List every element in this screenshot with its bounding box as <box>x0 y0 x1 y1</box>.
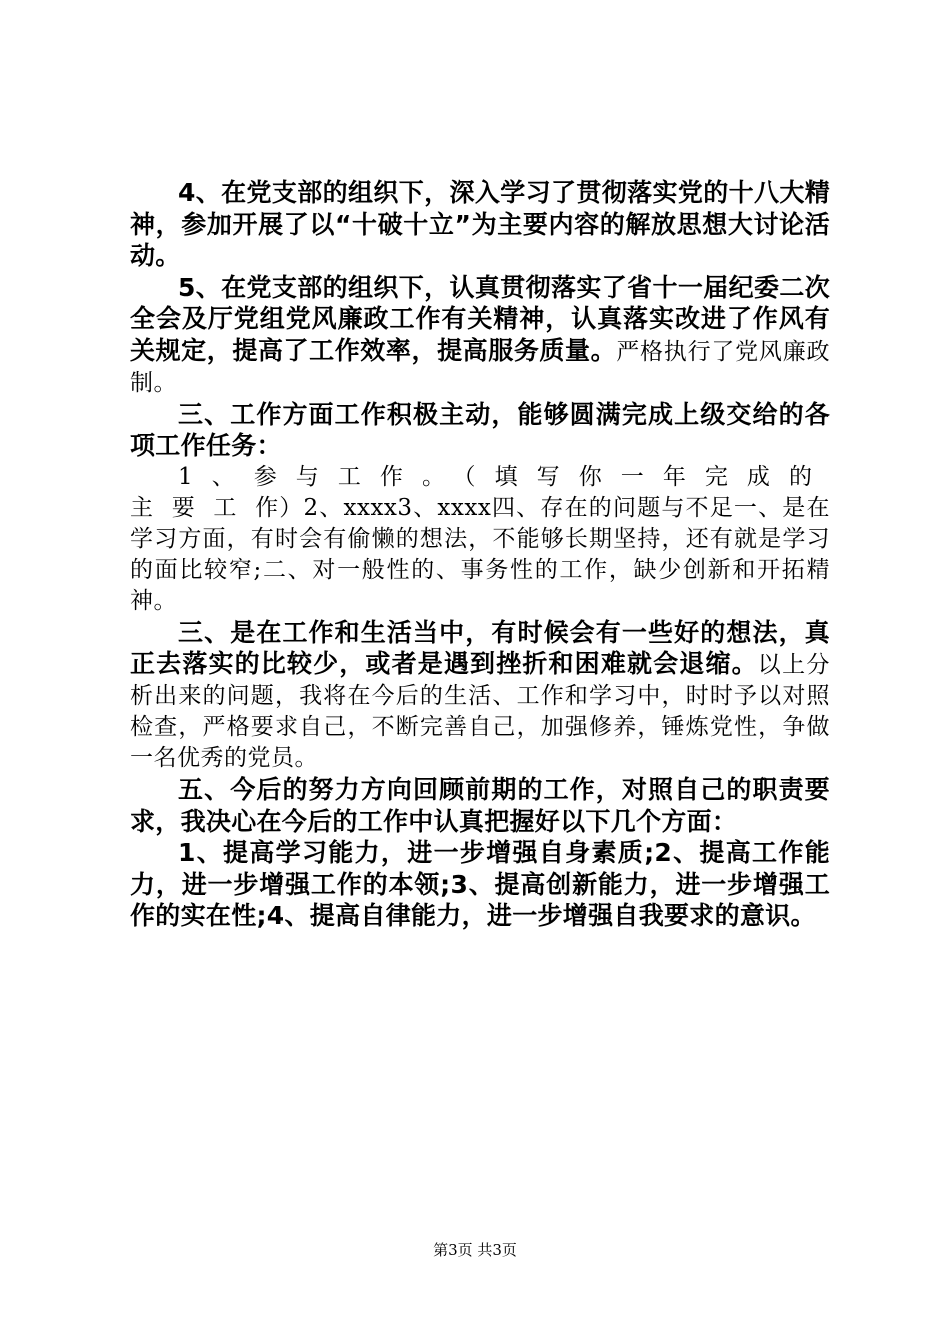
paragraph-text: 4、在党支部的组织下，深入学习了贯彻落实党的十八大精神，参加开展了以“十破十立”为主要内容的解放思想大讨论活动。 <box>130 178 830 270</box>
section-three-work-item <box>130 462 830 617</box>
paragraph-item-4 <box>130 177 830 272</box>
document-body <box>130 177 830 932</box>
paragraph-text: 1、提高学习能力，进一步增强自身素质;2、提高工作能力，进一步增强工作的本领;3、提高创新能力，进一步增强工作的实在性;4、提高自律能力，进一步增强自我要求的意识。 <box>130 838 830 930</box>
problems-paragraph <box>130 617 830 775</box>
section-five-items <box>130 837 830 932</box>
paragraph-text-continuation: 以上分析出来的问题，我将在今后的生活、工作和学习中，时时予以对照检查，严格要求自己，不断完善自己，加强修养，锤炼党性，争做一名优秀的党员。 <box>130 652 831 771</box>
paragraph-text-spaced: 1、参与工作。（填写你一年完成的主要工 <box>130 463 830 521</box>
section-five-heading <box>130 774 830 837</box>
paragraph-text: 五、今后的努力方向回顾前期的工作，对照自己的职责要求，我决心在今后的工作中认真把握好以下几个方面： <box>130 775 830 836</box>
paragraph-text: 三、是在工作和生活当中，有时候会有一些好的想法，真正去落实的比较少，或者是遇到挫折和困难就会退缩。 <box>130 617 830 678</box>
paragraph-text-continuation: 严格执行了党风廉政制。 <box>130 338 831 396</box>
paragraph-text-continuation: 作）2、xxxx3、xxxx四、存在的问题与不足一、是在学习方面，有时会有偷懒的想法，不能够长期坚持，还有就是学习的面比较窄;二、对一般性的、事务性的工作，缺少创新和开拓精神。 <box>130 494 831 614</box>
page-number-footer: 第3页 共3页 <box>433 1241 517 1259</box>
section-three-heading <box>130 399 830 462</box>
paragraph-text: 5、在党支部的组织下，认真贯彻落实了省十一届纪委二次全会及厅党组党风廉政工作有关精神，认真落实改进了作风有关规定，提高了工作效率，提高服务质量。 <box>130 272 830 365</box>
paragraph-text: 三、工作方面工作积极主动，能够圆满完成上级交给的各项工作任务： <box>130 399 830 460</box>
paragraph-item-5 <box>130 272 830 399</box>
